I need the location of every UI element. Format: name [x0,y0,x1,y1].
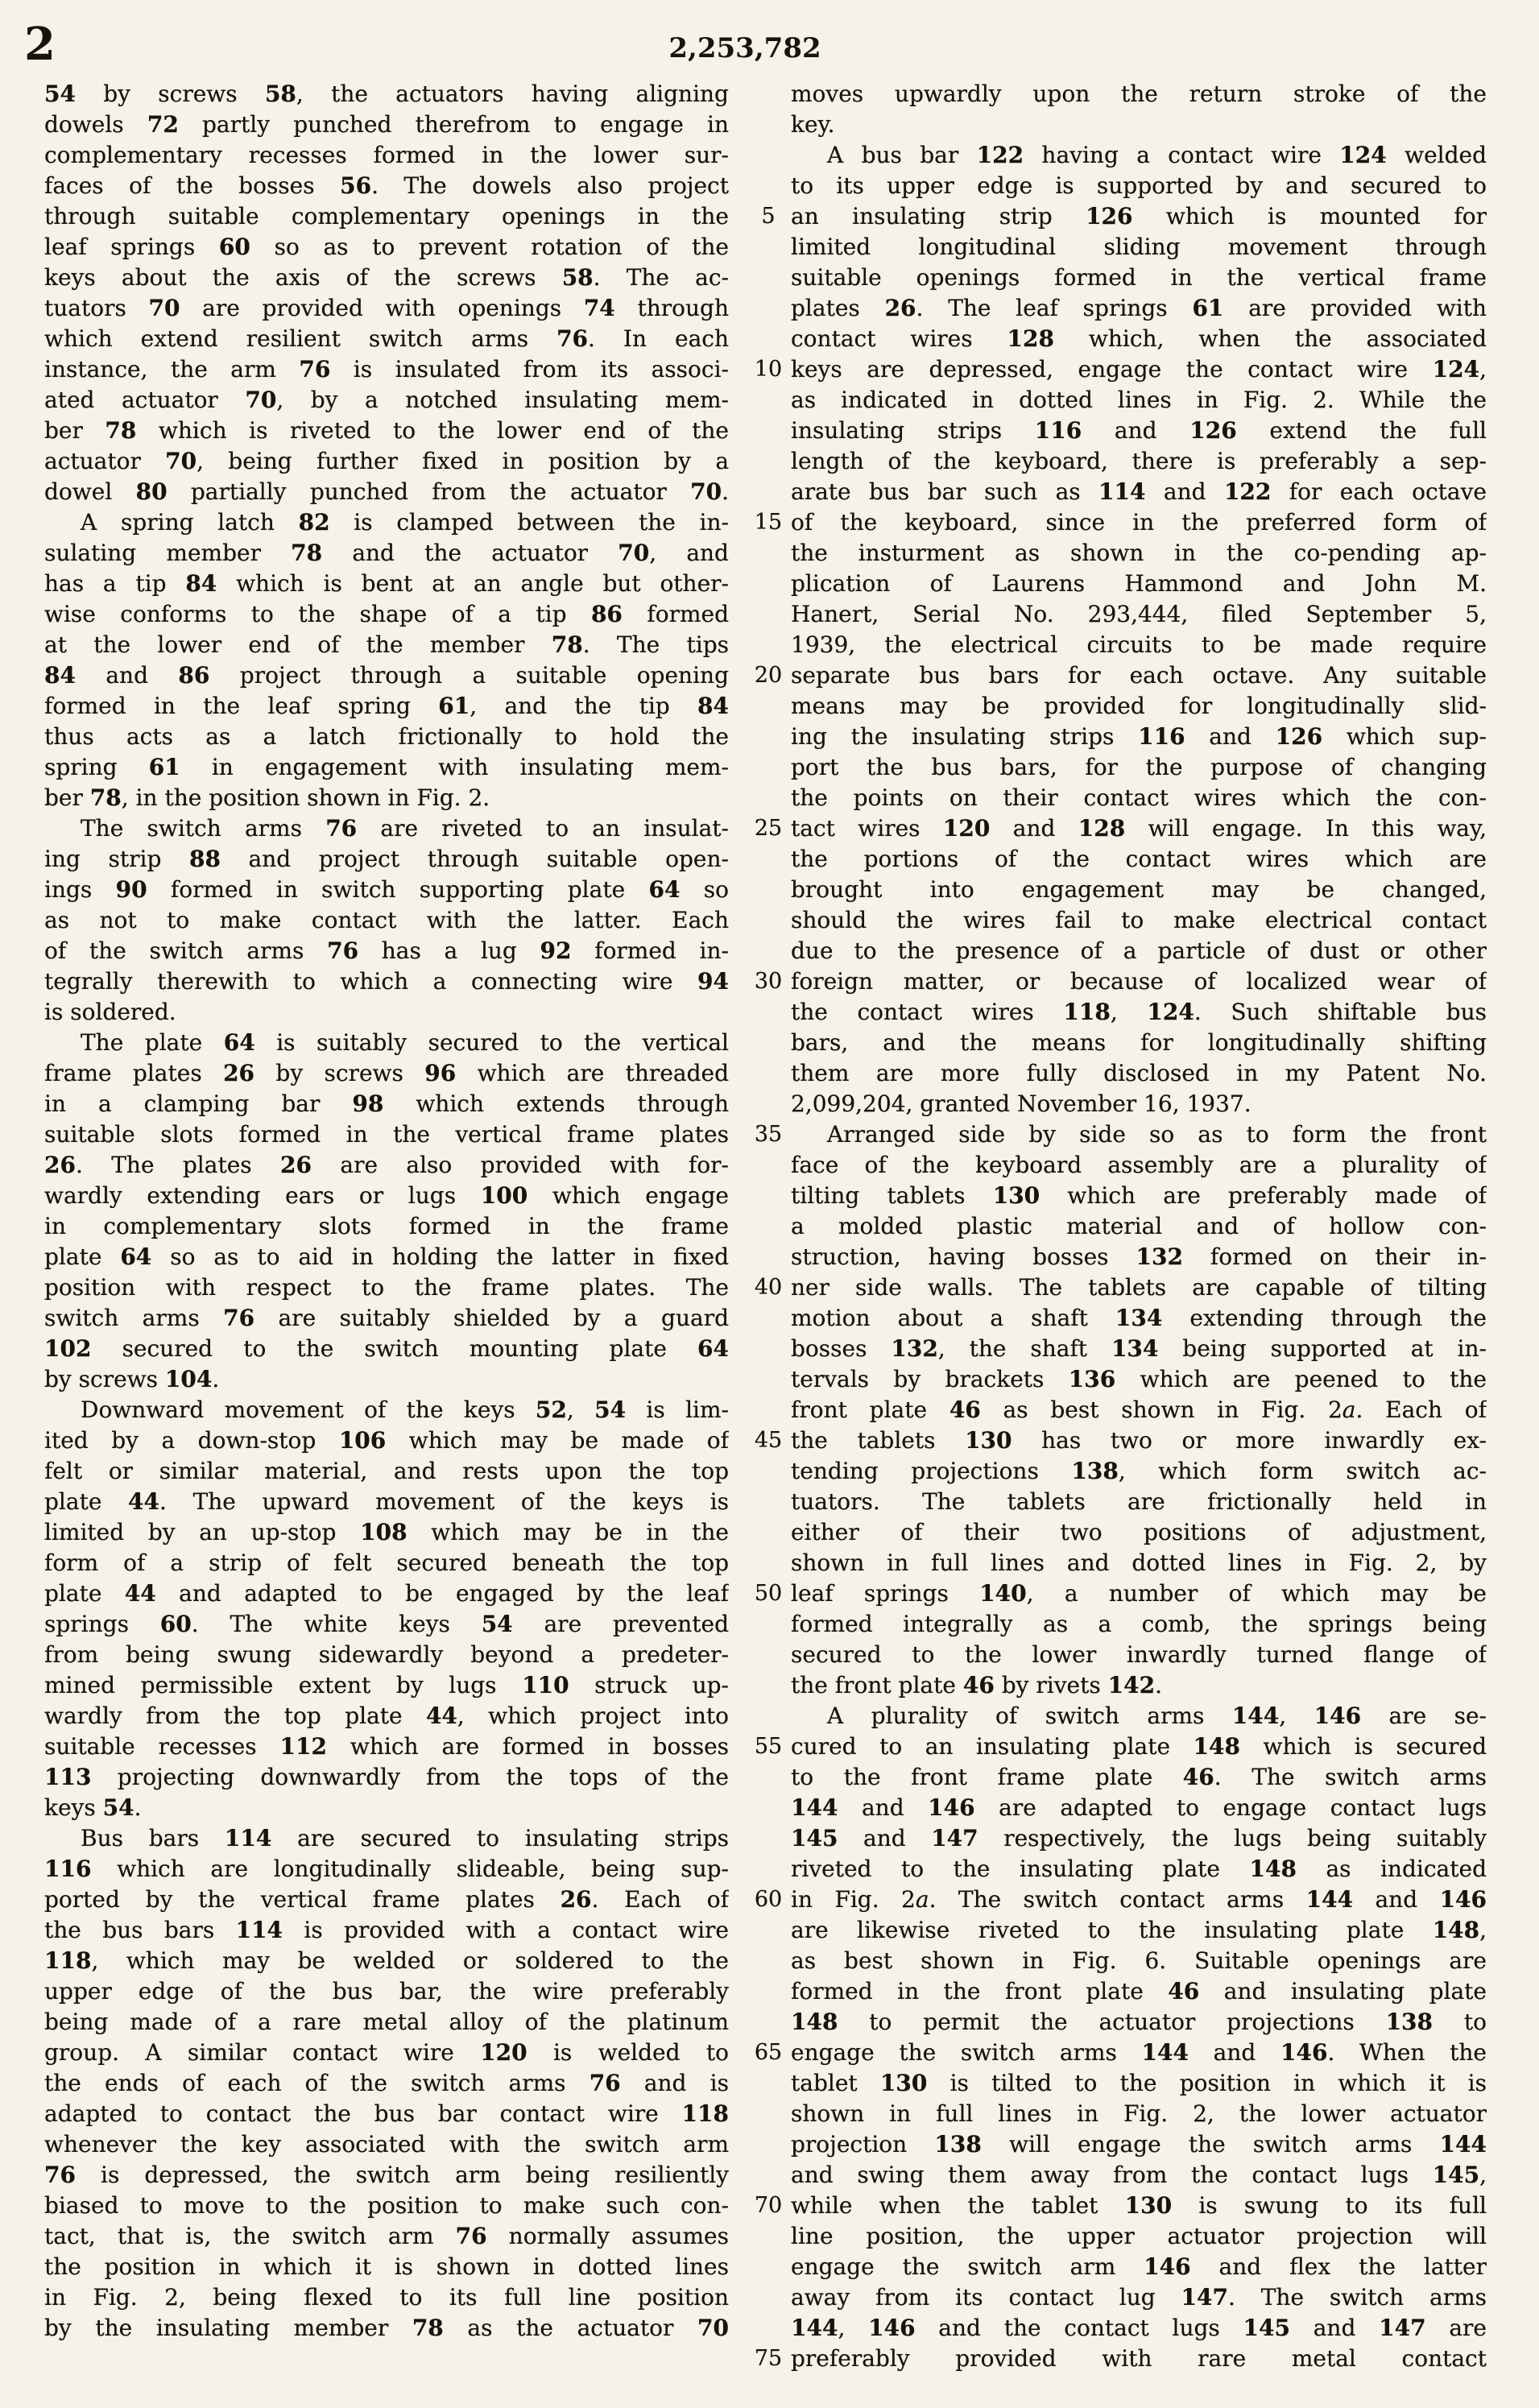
gutter-line-number: 30 [754,969,783,994]
text-line: a molded plastic material and of hollow con- [791,1213,1487,1239]
text-line: spring 61 in engagement with insulating mem- [44,754,729,780]
text-line: the front plate 46 by rivets 142. [791,1672,1162,1698]
text-line: tuators 70 are provided with openings 74 through [44,295,729,321]
text-line: as best shown in Fig. 6. Suitable openings are [791,1947,1487,1974]
text-line: of the keyboard, since in the preferred form of [791,509,1487,536]
text-line: complementary recesses formed in the lower sur- [44,142,729,168]
text-line: as indicated in dotted lines in Fig. 2. While the [791,387,1487,413]
text-line: tending projections 138, which form switch ac- [791,1458,1487,1484]
text-line: length of the keyboard, there is preferably a sep- [791,448,1487,474]
text-line: away from its contact lug 147. The switch arms [791,2284,1487,2311]
text-line: while when the tablet 130 is swung to its full [791,2192,1487,2219]
text-line: form of a strip of felt secured beneath the top [44,1549,729,1576]
text-line: key. [791,111,835,138]
text-line: suitable recesses 112 which are formed in bosses [44,1733,729,1760]
text-line: in a clamping bar 98 which extends through [44,1090,729,1117]
text-line: in Fig. 2, being flexed to its full line position [44,2284,729,2311]
text-line: by screws 104. [44,1366,220,1392]
text-line: contact wires 128 which, when the associated [791,325,1487,352]
gutter-line-number: 35 [754,1122,783,1147]
text-line: felt or similar material, and rests upon the top [44,1458,729,1484]
text-line: arate bus bar such as 114 and 122 for each octave [791,478,1487,505]
text-line: the points on their contact wires which the con- [791,784,1487,811]
text-line: Hanert, Serial No. 293,444, filed September 5, [791,601,1487,627]
text-line: dowel 80 partially punched from the actuator 70. [44,478,729,505]
text-line: bars, and the means for longitudinally shifting [791,1029,1487,1056]
text-line: switch arms 76 are suitably shielded by a guard [44,1305,729,1331]
text-line: motion about a shaft 134 extending through the [791,1305,1487,1331]
gutter-line-number: 25 [754,816,783,841]
gutter-line-number: 15 [754,510,783,535]
text-line: the portions of the contact wires which are [791,846,1487,872]
text-line: preferably provided with rare metal contact [791,2345,1487,2372]
text-line: of the switch arms 76 has a lug 92 formed in- [44,937,729,964]
text-line: which extend resilient switch arms 76. In each [44,325,729,352]
text-line: faces of the bosses 56. The dowels also project [44,172,729,199]
text-line: plate 44 and adapted to be engaged by the leaf [44,1580,729,1607]
text-line: A plurality of switch arms 144, 146 are se- [827,1703,1487,1729]
text-line: 144 and 146 are adapted to engage contact lugs [791,1794,1487,1821]
text-line: The plate 64 is suitably secured to the vertical [81,1029,729,1056]
text-line: 113 projecting downwardly from the tops of the [44,1764,729,1790]
text-line: the tablets 130 has two or more inwardly ex- [791,1427,1487,1454]
text-line: 144, 146 and the contact lugs 145 and 147 are [791,2315,1487,2341]
left-text-column [44,79,729,2344]
text-line: A bus bar 122 having a contact wire 124 welded [827,142,1487,168]
text-line: A spring latch 82 is clamped between the in- [81,509,729,536]
text-line: bosses 132, the shaft 134 being supported at in- [791,1335,1487,1362]
gutter-line-number: 70 [754,2193,783,2218]
text-line: actuator 70, being further fixed in position by a [44,448,729,474]
text-line: tablet 130 is tilted to the position in which it is [791,2070,1487,2096]
gutter-line-number: 50 [754,1581,783,1606]
text-line: dowels 72 partly punched therefrom to engage in [44,111,729,138]
text-line: instance, the arm 76 is insulated from its associ- [44,356,729,383]
text-line: from being swung sidewardly beyond a predeter- [44,1641,729,1668]
text-line: 54 by screws 58, the actuators having aligning [44,81,729,107]
text-line: ber 78 which is riveted to the lower end of the [44,417,729,444]
text-line: line position, the upper actuator projection will [791,2223,1487,2249]
gutter-line-number: 5 [761,204,776,229]
text-line: are likewise riveted to the insulating plate 148, [791,1917,1487,1943]
text-line: 148 to permit the actuator projections 138 to [791,2009,1487,2035]
text-line: 1939, the electrical circuits to be made require [791,631,1487,658]
right-text-column [791,79,1487,2374]
text-line: the insturment as shown in the co-pending ap- [791,540,1487,566]
gutter-line-number: 40 [754,1275,783,1300]
text-line: mined permissible extent by lugs 110 struck up- [44,1672,729,1698]
text-line: and swing them away from the contact lugs 145, [791,2162,1487,2188]
text-line: secured to the lower inwardly turned flange of [791,1641,1487,1668]
text-line: either of their two positions of adjustment, [791,1519,1487,1545]
text-line: front plate 46 as best shown in Fig. 2a. Each of [791,1396,1487,1423]
text-line: 26. The plates 26 are also provided with for- [44,1152,729,1178]
text-line: adapted to contact the bus bar contact wire 118 [44,2100,729,2127]
text-line: position with respect to the frame plates. The [44,1274,729,1301]
text-line: Arranged side by side so as to form the front [827,1121,1487,1148]
text-line: limited longitudinal sliding movement through [791,234,1487,260]
text-line: the contact wires 118, 124. Such shiftable bus [791,999,1487,1025]
text-line: through suitable complementary openings in the [44,203,729,230]
text-line: tilting tablets 130 which are preferably made of [791,1182,1487,1209]
text-line: 2,099,204, granted November 16, 1937. [791,1090,1251,1117]
text-line: plate 44. The upward movement of the keys is [44,1488,729,1515]
text-line: insulating strips 116 and 126 extend the full [791,417,1487,444]
text-line: suitable slots formed in the vertical frame plates [44,1121,729,1148]
text-line: in Fig. 2a. The switch contact arms 144 and 146 [791,1886,1487,1913]
text-line: keys about the axis of the screws 58. The ac- [44,264,729,291]
text-line: being made of a rare metal alloy of the platinum [44,2009,729,2035]
text-line: leaf springs 60 so as to prevent rotation of the [44,234,729,260]
text-line: tegrally therewith to which a connecting wire 94 [44,968,729,995]
page-number: 2 [24,18,56,71]
text-line: ing strip 88 and project through suitable open- [44,846,729,872]
text-line: biased to move to the position to make such con- [44,2192,729,2219]
text-line: thus acts as a latch frictionally to hold the [44,723,729,750]
text-line: wise conforms to the shape of a tip 86 formed [44,601,729,627]
text-line: cured to an insulating plate 148 which is secured [791,1733,1487,1760]
text-line: plate 64 so as to aid in holding the latter in fixed [44,1243,729,1270]
text-line: plates 26. The leaf springs 61 are provided with [791,295,1487,321]
text-line: springs 60. The white keys 54 are prevented [44,1611,729,1637]
text-line: as not to make contact with the latter. Each [44,907,729,933]
text-line: means may be provided for longitudinally slid- [791,693,1487,719]
text-line: to the front frame plate 46. The switch arms [791,1764,1487,1790]
text-line: leaf springs 140, a number of which may be [791,1580,1487,1607]
text-line: Downward movement of the keys 52, 54 is lim- [81,1396,729,1423]
text-line: ber 78, in the position shown in Fig. 2. [44,784,490,811]
text-line: face of the keyboard assembly are a plurality of [791,1152,1487,1178]
text-line: group. A similar contact wire 120 is welded to [44,2039,729,2066]
text-line: 145 and 147 respectively, the lugs being suitably [791,1825,1487,1852]
text-line: brought into engagement may be changed, [791,876,1487,903]
text-line: ated actuator 70, by a notched insulating mem- [44,387,729,413]
text-line: shown in full lines in Fig. 2, the lower actuator [791,2100,1487,2127]
text-line: engage the switch arms 144 and 146. When the [791,2039,1487,2066]
text-line: whenever the key associated with the switch arm [44,2131,729,2158]
text-line: tact, that is, the switch arm 76 normally assumes [44,2223,729,2249]
text-line: due to the presence of a particle of dust or other [791,937,1487,964]
text-line: them are more fully disclosed in my Patent No. [791,1060,1487,1086]
text-line: upper edge of the bus bar, the wire preferably [44,1978,729,2005]
text-line: wardly from the top plate 44, which project into [44,1703,729,1729]
gutter-line-number: 75 [754,2346,783,2371]
gutter-line-number: 20 [754,663,783,688]
text-line: wardly extending ears or lugs 100 which engage [44,1182,729,1209]
gutter-line-number: 60 [754,1887,783,1912]
text-line: frame plates 26 by screws 96 which are threaded [44,1060,729,1086]
text-line: 102 secured to the switch mounting plate 64 [44,1335,729,1362]
text-line: sulating member 78 and the actuator 70, and [44,540,729,566]
text-line: the ends of each of the switch arms 76 and is [44,2070,729,2096]
text-line: moves upwardly upon the return stroke of the [791,81,1487,107]
text-line: ited by a down-stop 106 which may be made of [44,1427,729,1454]
text-line: 84 and 86 project through a suitable opening [44,662,729,689]
text-line: riveted to the insulating plate 148 as indicated [791,1856,1487,1882]
text-line: to its upper edge is supported by and secured to [791,172,1487,199]
text-line: formed in the leaf spring 61, and the tip 84 [44,693,729,719]
text-line: 76 is depressed, the switch arm being resiliently [44,2162,729,2188]
text-line: the bus bars 114 is provided with a contact wire [44,1917,729,1943]
text-line: suitable openings formed in the vertical frame [791,264,1487,291]
text-line: in complementary slots formed in the frame [44,1213,729,1239]
text-line: ner side walls. The tablets are capable of tilting [791,1274,1487,1301]
text-line: the position in which it is shown in dotted lines [44,2253,729,2280]
text-line: 118, which may be welded or soldered to the [44,1947,729,1974]
gutter-line-number: 45 [754,1428,783,1453]
text-line: formed in the front plate 46 and insulating plate [791,1978,1487,2005]
text-line: separate bus bars for each octave. Any suitable [791,662,1487,689]
text-line: struction, having bosses 132 formed on their in- [791,1243,1487,1270]
text-line: ing the insulating strips 116 and 126 which sup- [791,723,1487,750]
text-line: The switch arms 76 are riveted to an insulat- [81,815,729,842]
text-line: Bus bars 114 are secured to insulating strips [81,1825,729,1852]
text-line: ings 90 formed in switch supporting plate 64 so [44,876,729,903]
text-line: at the lower end of the member 78. The tips [44,631,729,658]
text-line: foreign matter, or because of localized wear of [791,968,1487,995]
text-line: limited by an up-stop 108 which may be in the [44,1519,729,1545]
text-line: an insulating strip 126 which is mounted for [791,203,1487,230]
text-line: should the wires fail to make electrical contact [791,907,1487,933]
text-line: ported by the vertical frame plates 26. Each of [44,1886,729,1913]
text-line: plication of Laurens Hammond and John M. [791,570,1487,597]
text-line: tervals by brackets 136 which are peened to the [791,1366,1487,1392]
text-line: port the bus bars, for the purpose of changing [791,754,1487,780]
text-line: projection 138 will engage the switch arms 144 [791,2131,1487,2158]
text-line: keys 54. [44,1794,142,1821]
patent-number: 2,253,782 [668,32,821,64]
text-line: tact wires 120 and 128 will engage. In this way, [791,815,1487,842]
text-line: shown in full lines and dotted lines in Fig. 2, by [791,1549,1487,1576]
text-line: by the insulating member 78 as the actuator 70 [44,2315,729,2341]
text-line: tuators. The tablets are frictionally held in [791,1488,1487,1515]
text-line: formed integrally as a comb, the springs being [791,1611,1487,1637]
gutter-line-number: 65 [754,2040,783,2065]
gutter-line-number: 10 [754,357,783,382]
gutter-line-number: 55 [754,1734,783,1759]
text-line: engage the switch arm 146 and flex the latter [791,2253,1487,2280]
text-line: keys are depressed, engage the contact wire 124, [791,356,1487,383]
text-line: 116 which are longitudinally slideable, being sup- [44,1856,729,1882]
text-line: has a tip 84 which is bent at an angle but other- [44,570,729,597]
text-line: is soldered. [44,999,176,1025]
